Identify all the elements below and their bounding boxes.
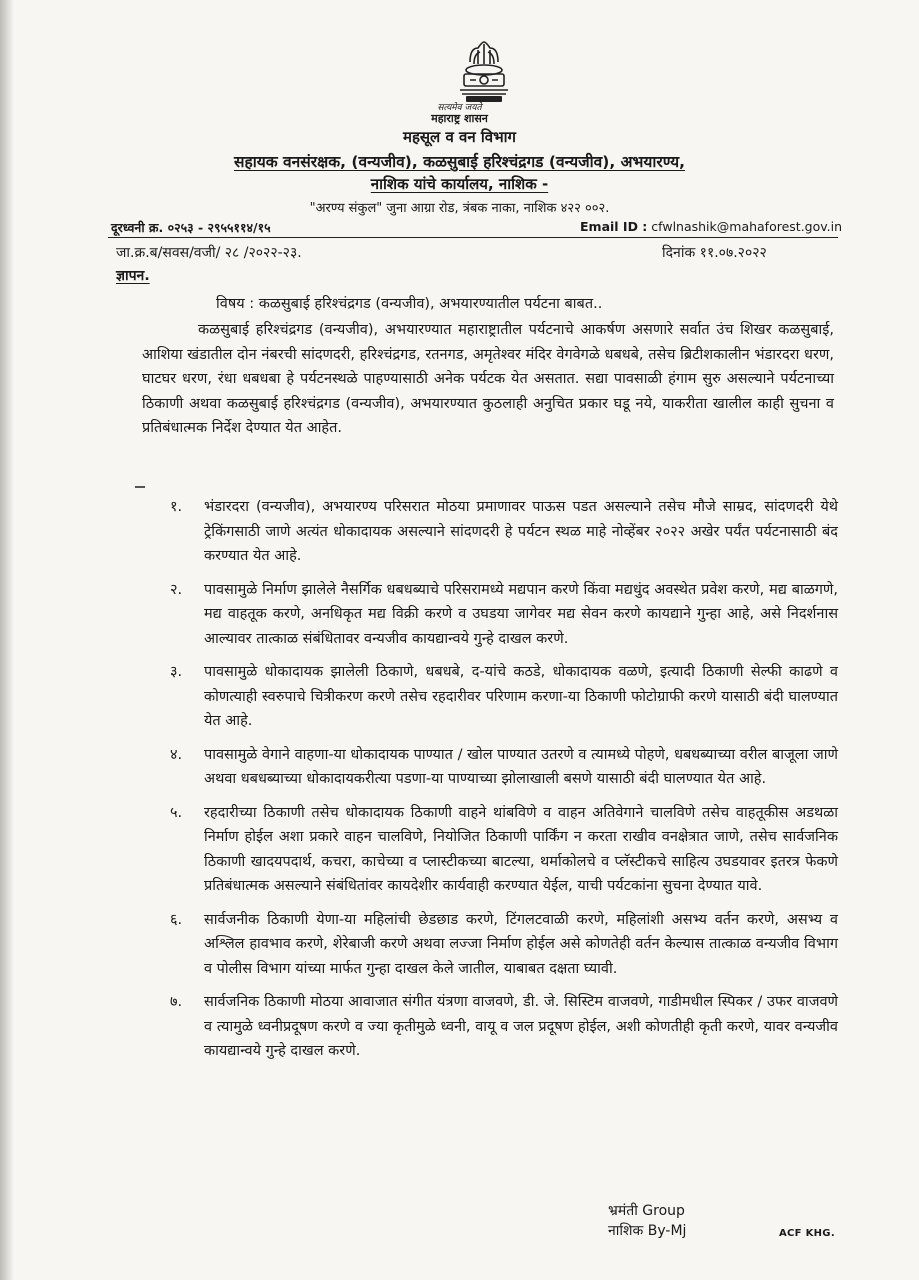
email-address: cfwlnashik@mahaforest.gov.in — [647, 219, 843, 234]
office-title-line1: सहायक वनसंरक्षक, (वन्यजीव), कळसुबाई हरिश्चंद्रगड (वन्यजीव), अभयारण्य, — [234, 153, 685, 171]
emblem-motto: सत्यमेव जयते — [437, 103, 482, 113]
department-title: महसूल व वन विभाग — [402, 128, 517, 146]
margin-mark — [135, 486, 145, 488]
email-label: Email ID : — [580, 219, 648, 234]
header-divider — [108, 237, 838, 238]
list-item: १. भंडारदरा (वन्यजीव), अभयारण्य परिसरात मोठया प्रमाणावर पाऊस पडत असल्याने तसेच मौजे साम्रद, सांदणदरी येथे ट्रेकिंगसाठी जाणे अत्यंत धोकादायक असल्याने सांदणदरी हे पर्यटन स्थळ माहे नोव्हेंबर २०२२ अखेर पर्यंत पर्यटनासाठी बंद करण्यात येत आहे. — [170, 499, 838, 564]
subject-line: विषय : कळसुबाई हरिश्चंद्रगड (वन्यजीव), अभयारण्यातील पर्यटना बाबत.. — [216, 296, 603, 312]
list-item: ४. पावसामुळे वेगाने वाहणा-या धोकादायक पाण्यात / खोल पाण्यात उतरणे व त्यामध्ये पोहणे, धबधब्याच्या वरील बाजूला जाणे अथवा धबधब्याच्या धोकादायकरीत्या पडणा-या पाण्याच्या झोलाखाली बसणे यासाठी बंदी घालण्यात येत आहे. — [170, 746, 838, 787]
list-item: ७. सार्वजनिक ठिकाणी मोठया आवाजात संगीत यंत्रणा वाजवणे, डी. जे. सिस्टिम वाजवणे, गाडीमधील स्पिकर / उफर वाजवणे व त्यामुळे ध्वनीप्रदूषण करणे व ज्या कृतीमुळे ध्वनी, वायू व जल प्रदूषण होईल, अशी कोणतीही कृती करणे, यावर वन्यजीव कायद्यान्वये गुन्हे दाखल करणे. — [170, 994, 838, 1059]
office-title-line2: नाशिक यांचे कार्यालय, नाशिक - — [370, 175, 549, 193]
email-line — [580, 219, 842, 234]
list-item: ३. पावसामुळे धोकादायक झालेली ठिकाणे, धबधबे, द-यांचे कठडे, धोकादायक वळणे, इत्यादी ठिकाणी सेल्फी काढणे व कोणत्याही स्वरुपाचे चित्रीकरण करणे तसेच रहदारीवर परिणाम करणा-या ठिकाणी फोटोग्राफी करणे यासाठी बंदी घालण्यात येत आहे. — [170, 664, 838, 729]
government-name: महाराष्ट्र शासन — [431, 112, 488, 125]
list-item: २. पावसामुळे निर्माण झालेले नैसर्गिक धबधब्याचे परिसरामध्ये मद्यपान करणे किंवा मद्यधुंद अवस्थेत प्रवेश करणे, मद्य बाळगणे, मद्य वाहतूक करणे, अनधिकृत मद्य विक्री करणे व उघडया जागेवर मद्य सेवन करणे कायद्याने गुन्हा आहे, असे निदर्शनास आल्यावर तात्काळ संबंधितावर वन्यजीव कायद्यान्वये गुन्हे दाखल करणे. — [170, 581, 838, 647]
acf-signature-label: ACF KHG. — [779, 1228, 835, 1239]
intro-paragraph — [142, 318, 834, 441]
national-emblem-icon — [456, 40, 512, 106]
reference-number: जा.क्र.ब/सवस/वजी/ २८ /२०२२-२३. — [116, 245, 302, 261]
letter-date: दिनांक ११.०७.२०२२ — [662, 245, 767, 261]
office-address: "अरण्य संकुल" जुना आग्रा रोड, त्रंबक नाका, नाशिक ४२२ ००२. — [309, 201, 610, 216]
list-item: ६. सार्वजनीक ठिकाणी येणा-या महिलांची छेडछाड करणे, टिंगलटवाळी करणे, महिलांशी असभ्य वर्तन करणे, असभ्य व अश्लिल हावभाव करणे, शेरेबाजी करणे अथवा लज्जा निर्माण होईल असे कोणतेही वर्तन केल्यास तात्काळ वन्यजीव विभाग व पोलीस विभाग यांच्या मार्फत गुन्हा दाखल केले जातील, याबाबत दक्षता घ्यावी. — [170, 911, 838, 977]
intro-text: कळसुबाई हरिश्चंद्रगड (वन्यजीव), अभयारण्यात महाराष्ट्रातील पर्यटनाचे आकर्षण असणारे सर्वात उंच शिखर कळसुबाई, आशिया खंडातील दोन नंबरची सांदणदरी, हरिश्चंद्रगड, रतनगड, अमृतेश्वर मंदिर वेगवेगळे धबधबे, तसेच ब्रिटीशकालीन भंडारदरा धरण, घाटघर धरण, रंधा धबधबा हे पर्यटनस्थळे पाहण्यासाठी अनेक पर्यटक येत असतात. सद्या पावसाळी हंगाम सुरु असल्याने पर्यटनाच्या ठिकाणी अथवा कळसुबाई हरिश्चंद्रगड (वन्यजीव), अभयारण्यात कुठलाही अनुचित प्रकार घडू नये, याकरीता खालील काही सुचना व प्रतिबंधात्मक निर्देश देण्यात येत आहेत. — [142, 322, 834, 436]
phone-number: दूरध्वनी क्र. ०२५३ - २९५५११४/१५ — [111, 220, 271, 235]
credit-block — [608, 1201, 686, 1241]
list-item: ५. रहदारीच्या ठिकाणी तसेच धोकादायक ठिकाणी वाहने थांबविणे व वाहन अतिवेगाने चालविणे तसेच वाहतूकीस अडथळा निर्माण होईल अशा प्रकारे वाहन चालविणे, नियोजित ठिकाणी पार्किंग न करता राखीव वनक्षेत्रात जाणे, तसेच सार्वजनिक ठिकाणी खादयपदार्थ, कचरा, काचेच्या व प्लास्टीकच्या बाटल्या, थर्माकोलचे व प्लॅस्टीकचे साहित्य उघडयावर इतरत्र फेकणे प्रतिबंधात्मक असल्याने संबंधितांवर कायदेशीर कार्यवाही करण्यात येईल, याची पर्यटकांना सुचना देण्यात यावे. — [170, 804, 838, 894]
credit-line2: नाशिक By-Mj — [608, 1223, 687, 1239]
credit-line1: भ्रमंती Group — [608, 1203, 685, 1219]
instruction-list — [170, 495, 838, 1064]
memo-label: ज्ञापन. — [116, 268, 150, 284]
